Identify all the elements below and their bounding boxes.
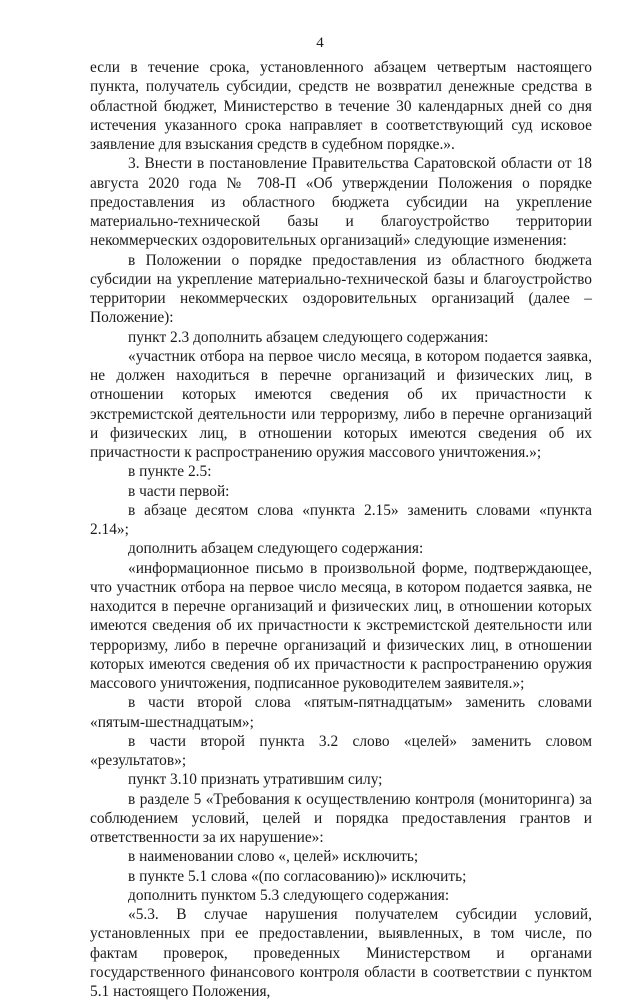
page-number: 4 [316, 35, 324, 51]
paragraph: в абзаце десятом слова «пункта 2.15» заменить словами «пункта 2.14»; [90, 501, 592, 538]
paragraph: в части первой: [128, 482, 230, 500]
paragraph: в пункте 2.5: [128, 463, 212, 481]
paragraph: «информационное письмо в произвольной форме, подтверждающее, что участник отбора на первое число месяца, в котором подается заявка, не находится в перечне организаций и физических лиц, в отношении которых имеются сведения об их причастности к экстремистской деятельности или терроризму, либо в перечне организаций и физических лиц, в отношении которых имеются сведения об их причастности к распространению оружия массового уничтожения, подписанное руководителем заявителя.»; [90, 559, 592, 692]
paragraph: «5.3. В случае нарушения получателем субсидии условий, установленных при ее предоставлении, выявленных, в том числе, по фактам проверок, проведенных Министерством и органами государственного финансового контроля области в соответствии с пунктом 5.1 настоящего Положения, [90, 906, 592, 1000]
paragraph: в разделе 5 «Требования к осуществлению контроля (мониторинга) за соблюдением условий, целей и порядка предоставления грантов и ответственности за их нарушение»: [90, 790, 592, 846]
paragraph: в пункте 5.1 слова «(по согласованию)» исключить; [128, 867, 467, 885]
paragraph: в части второй пункта 3.2 слово «целей» заменить словом «результатов»; [90, 732, 592, 769]
paragraph: в части второй слова «пятым-пятнадцатым» заменить словами «пятым-шестнадцатым»; [90, 694, 592, 731]
paragraph: 3. Внести в постановление Правительства Саратовской области от 18 августа 2020 года № 708-П «Об утверждении Положения о порядке предоставления из областного бюджета субсидии на укрепление материально-технической базы и благоустройство территории некоммерческих оздоровительных организаций» следующие изменения: [90, 155, 592, 250]
paragraph: дополнить абзацем следующего содержания: [128, 540, 424, 558]
paragraph: если в течение срока, установленного абзацем четвертым настоящего пункта, получатель субсидии, средств не возвратил денежные средства в областной бюджет, Министерство в течение 30 календарных дней со дня истечения указанного срока направляет в соответствующий суд исковое заявление для взыскания средств в судебном порядке.». [90, 59, 592, 153]
paragraph: дополнить пунктом 5.3 следующего содержания: [128, 886, 450, 904]
paragraph: в наименовании слово «, целей» исключить; [128, 848, 419, 866]
paragraph: в Положении о порядке предоставления из областного бюджета субсидии на укрепление материально-технической базы и благоустройство территории некоммерческих оздоровительных организаций (далее – Положение): [90, 251, 592, 327]
paragraph: пункт 3.10 признать утратившим силу; [128, 771, 383, 789]
paragraph: «участник отбора на первое число месяца, в котором подается заявка, не должен находиться в перечне организаций и физических лиц, в отношении которых имеются сведения об их причастности к экстремистской деятельности или терроризму, либо в перечне организаций и физических лиц, в отношении которых имеются сведения об их причастности к распространению оружия массового уничтожения.»; [90, 347, 592, 461]
paragraph: пункт 2.3 дополнить абзацем следующего содержания: [128, 328, 489, 346]
document-body [90, 58, 592, 1001]
